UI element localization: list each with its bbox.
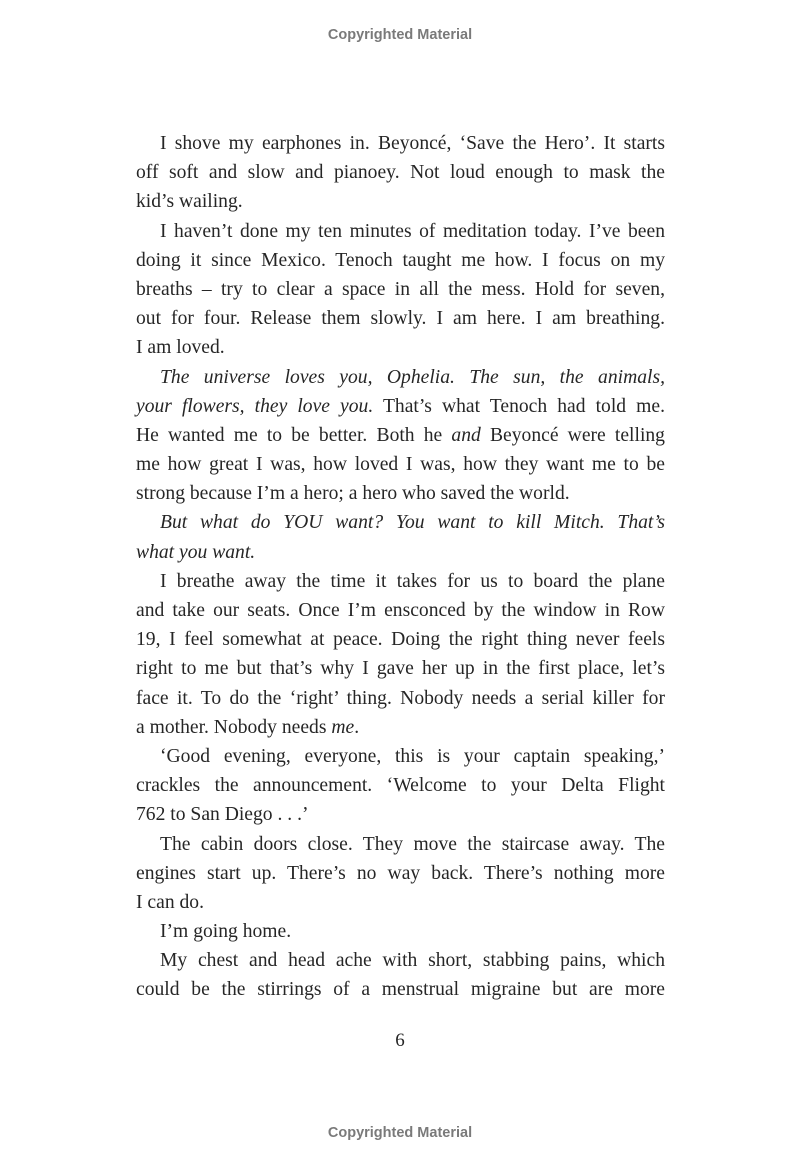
text-run: a mother. Nobody needs [136,716,332,738]
italic-text: what you want. [136,541,256,563]
italic-text: your flowers, they love you. [136,395,374,417]
text-run: could be the stirrings of a menstrual migraine but are more [136,979,665,1001]
text-line [136,830,665,859]
text-line [136,508,665,537]
text-run: I am loved. [136,337,225,359]
text-line [136,304,665,333]
text-run: strong because I’m a hero; a hero who saved the world. [136,483,570,505]
text-line [136,217,665,246]
text-run: crackles the announcement. ‘Welcome to your Delta Flight [136,775,665,797]
text-line [136,859,665,888]
italic-text: me [331,716,355,738]
page-number: 6 [395,1030,405,1051]
text-run: He wanted me to be better. Both he [136,424,452,446]
text-run: My chest and head ache with short, stabbing pains, which [160,950,665,972]
body-text [136,129,665,1005]
text-line [136,450,665,479]
text-line [136,479,665,508]
text-run: 762 to San Diego . . .’ [136,804,309,826]
text-run: . [354,716,360,738]
text-run: engines start up. There’s no way back. There’s nothing more [136,862,665,884]
text-line [136,654,665,683]
text-line [136,684,665,713]
text-line [136,333,665,362]
text-line [136,246,665,275]
text-run: me how great I was, how loved I was, how they want me to be [136,454,665,476]
text-run: I’m going home. [160,921,292,943]
copyright-footer: Copyrighted Material [327,1125,473,1141]
text-line [136,158,665,187]
text-line [136,975,665,1004]
text-run: face it. To do the ‘right’ thing. Nobody needs a serial killer for [136,687,665,709]
italic-text: The universe loves you, Ophelia. The sun, the animals, [160,366,665,388]
text-run: off soft and slow and pianoey. Not loud enough to mask the [136,162,665,184]
text-line [136,771,665,800]
text-run: and take our seats. Once I’m ensconced by the window in Row [136,600,665,621]
text-line [136,187,665,216]
text-run: out for four. Release them slowly. I am here. I am breathing. [136,308,665,330]
text-line [136,713,665,742]
text-line [136,917,665,946]
italic-text: But what do YOU want? You want to kill Mitch. That’s [160,512,665,534]
text-run: I shove my earphones in. Beyoncé, ‘Save the Hero’. It starts [160,133,665,154]
text-run: I can do. [136,891,205,913]
text-run: I breathe away the time it takes for us to board the plane [160,570,665,592]
text-run: I haven’t done my ten minutes of meditation today. I’ve been [160,220,665,242]
copyright-header: Copyrighted Material [327,27,473,43]
text-line [136,742,665,771]
text-line [136,538,665,567]
text-line [136,800,665,829]
text-run: That’s what Tenoch had told me. [373,395,665,417]
text-line [136,946,665,975]
text-line [136,363,665,392]
text-line [136,421,665,450]
text-line [136,888,665,917]
text-line [136,275,665,304]
text-line [136,392,665,421]
text-run: 19, I feel somewhat at peace. Doing the right thing never feels [136,629,665,651]
text-run: doing it since Mexico. Tenoch taught me how. I focus on my [136,249,665,271]
text-line [136,567,665,596]
text-run: The cabin doors close. They move the staircase away. The [160,833,665,855]
text-run: right to me but that’s why I gave her up in the first place, let’s [136,658,665,680]
text-run: breaths – try to clear a space in all the mess. Hold for seven, [136,278,665,300]
text-line [136,625,665,654]
text-run: ‘Good evening, everyone, this is your captain speaking,’ [160,745,665,767]
text-run: Beyoncé were telling [480,424,665,446]
text-run: kid’s wailing. [136,191,243,213]
italic-text: and [451,424,481,446]
text-line [136,129,665,158]
text-line [136,596,665,625]
